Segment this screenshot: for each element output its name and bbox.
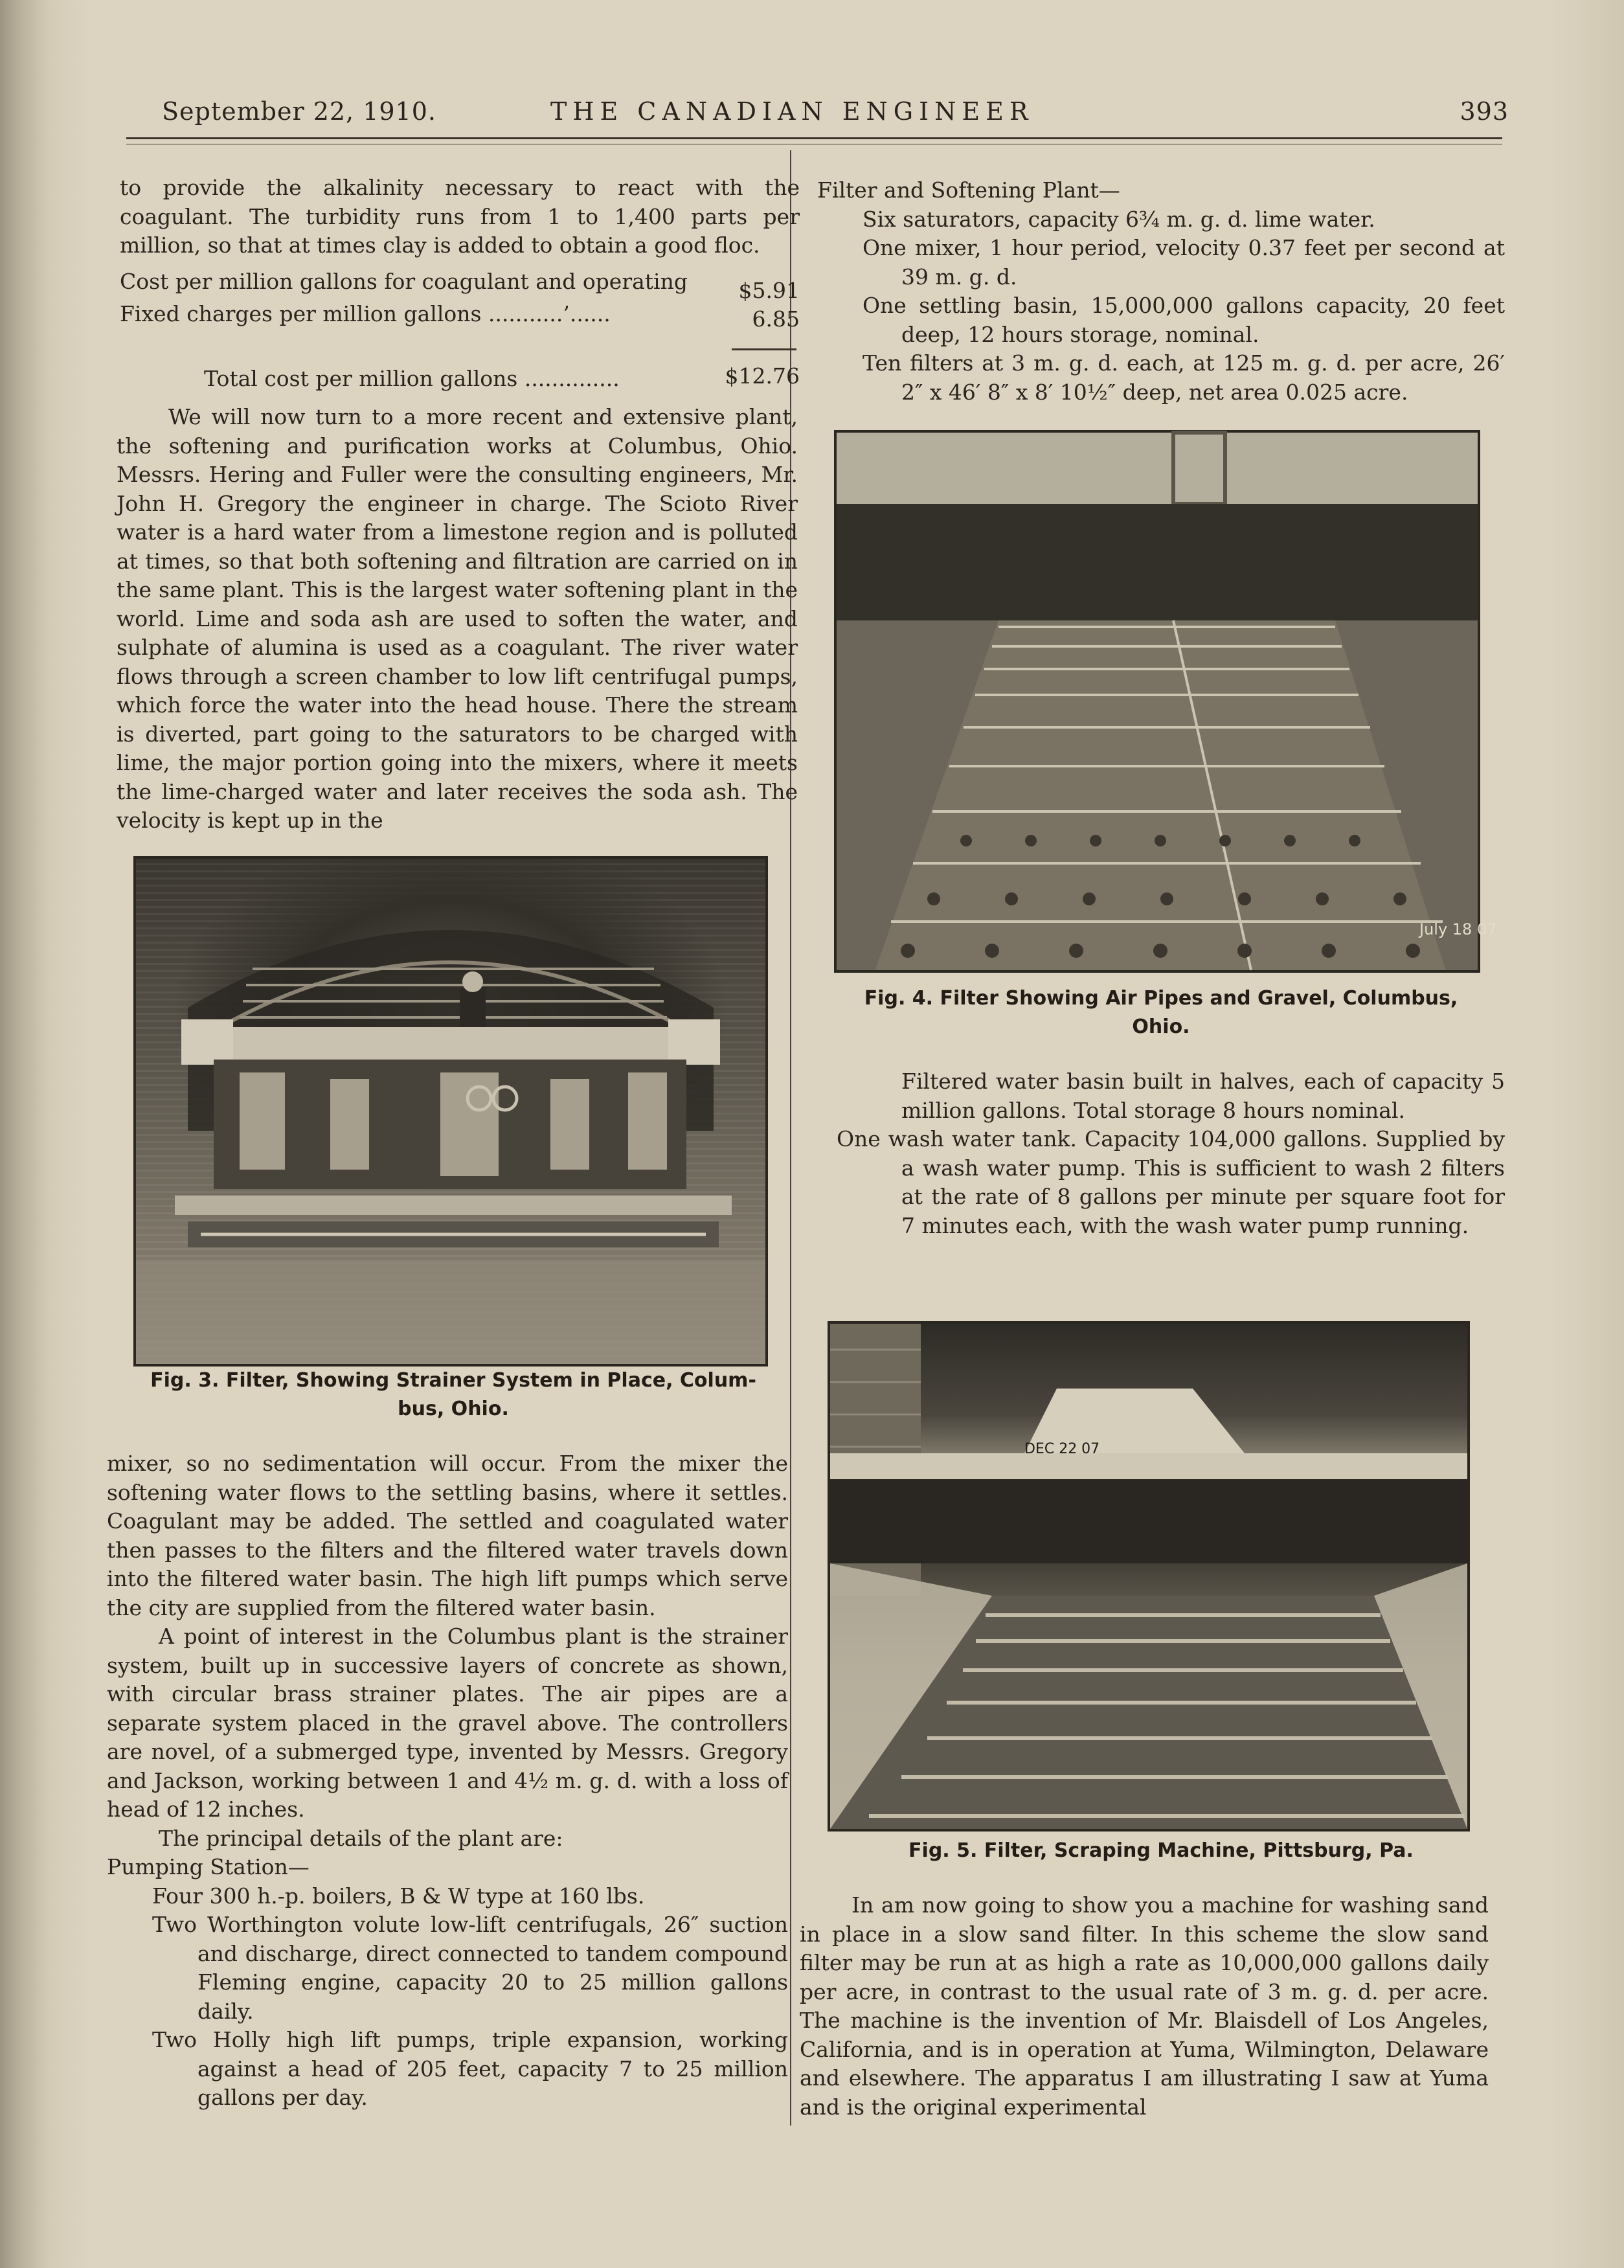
intro-paragraph: to provide the alkalinity necessary to react with the coagulant. The turbidity runs from 1 to 1,400 parts per million, so that at times clay is added to obtain a good floc. [120,175,800,258]
mixer-paragraph: mixer, so no sedimentation will occur. From the mixer the softening water flows to the settling basins, where it settles. Coagulant may be added. The settled and coagulated water then passes to the filters and the filtered water travels down into the filtered water basin. The high lift pumps which serve the city are supplied from the filtered water basin. [107,1451,788,1620]
fig5-stamp: DEC 22 07 [1024,1441,1100,1457]
pumping-heading: Pumping Station— [107,1854,310,1879]
cost-table [120,269,800,398]
filter-item: One settling basin, 15,000,000 gallons capacity, 20 feet deep, 12 hours storage, nominal. [863,293,1505,347]
header-rule [126,137,1502,139]
fig5-caption [817,1837,1505,1865]
left-body-1 [117,403,798,835]
sum-rule [732,348,796,350]
fig4-illustration [837,433,1497,970]
washing-machine-paragraph: In am now going to show you a machine for washing sand in place in a slow sand filter. In this scheme the slow sand filter may be run at as high a rate as 10,000,000 gallons daily per acre, in contrast to the usual rate of 3 m. g. d. per acre. The machine is the invention of Mr. Blaisdell of Los Angeles, California, and is in operation at Yuma, Wilmington, Delaware and elsewhere. The apparatus I am illustrating I saw at Yuma and is the original experimental [800,1892,1489,2120]
cost-row-value: 6.85 [752,306,800,332]
right-intro-block [817,176,1505,407]
filter-item: Ten filters at 3 m. g. d. each, at 125 m. g. d. per acre, 26′ 2″ x 46′ 8″ x 8′ 10½″ deep, net area 0.025 acre. [863,350,1505,405]
fig3-photo [133,856,768,1366]
total-cost-label: Total cost per million gallons .............. [204,366,620,391]
journal-title: THE CANADIAN ENGINEER [550,97,1034,126]
pumping-item: Two Holly high lift pumps, triple expansion, working against a head of 205 feet, capacity 7 to 25 million gallons per day. [152,2027,788,2110]
fig3-caption [107,1366,800,1423]
total-cost-value: $12.76 [725,363,800,389]
running-header [162,97,1509,133]
fig3-illustration [136,859,765,1364]
cost-row-label: Fixed charges per million gallons ...........’...... [120,301,611,326]
pumping-item: Two Worthington volute low-lift centrifugals, 26″ suction and discharge, direct connected to tandem compound Fleming engine, capacity 20 to 25 million gallons daily. [152,1912,788,2024]
fig4-stamp: July 18 07 [1419,920,1497,938]
fig5-photo [828,1321,1470,1831]
fig3-caption-line1: Fig. 3. Filter, Showing Strainer System in Place, Colum- [150,1369,756,1392]
columbus-paragraph: We will now turn to a more recent and extensive plant, the softening and purification works at Columbus, Ohio. Messrs. Hering and Fuller were the consulting engineers, Mr. John H. Gregory the engineer in charge. The Scioto River water is a hard water from a limestone region and is polluted at times, so that both softening and filtration are carried on in the same plant. This is the largest water softening plant in the world. Lime and soda ash are used to soften the water, and sulphate of alumina is used as a coagulant. The river water flows through a screen chamber to low lift centrifugal pumps, which force the water into the head house. There the stream is diverted, part going to the saturators to be charged with lime, the major portion going into the mixers, where it meets the lime-charged water and later receives the soda ash. The velocity is kept up in the [117,404,798,833]
fig4-caption [817,984,1505,1041]
fig5-caption-line: Fig. 5. Filter, Scraping Machine, Pittsburg, Pa. [908,1839,1414,1862]
fig5-illustration [830,1324,1467,1829]
left-body-2 [107,1449,788,2113]
right-body-1 [837,1067,1505,1240]
principal-details-intro: The principal details of the plant are: [159,1825,563,1851]
cost-row-value: $5.91 [738,278,800,303]
pumping-item: Four 300 h.-p. boilers, B & W type at 160 lbs. [152,1883,645,1909]
cost-row-label: Cost per million gallons for coagulant and operating [120,269,688,294]
fig4-caption-line2: Ohio. [1132,1015,1190,1038]
right-body-2 [800,1891,1489,2122]
filter-heading: Filter and Softening Plant— [817,177,1120,203]
filter-item: One mixer, 1 hour period, velocity 0.37 feet per second at 39 m. g. d. [863,235,1505,289]
left-intro-block [120,174,800,260]
filter-item: Six saturators, capacity 6¾ m. g. d. lime water. [863,206,1375,232]
fig4-caption-line1: Fig. 4. Filter Showing Air Pipes and Gravel, Columbus, [864,987,1458,1010]
page-number: 393 [1460,97,1509,126]
basin-paragraph: Filtered water basin built in halves, each of capacity 5 million gallons. Total storage 8 hours nominal. [901,1069,1505,1123]
wash-tank-paragraph: One wash water tank. Capacity 104,000 gallons. Supplied by a wash water pump. This is sufficient to wash 2 filters at the rate of 8 gallons per minute per square foot for 7 minutes each, with the wash water pump running. [837,1126,1505,1238]
strainer-paragraph: A point of interest in the Columbus plant is the strainer system, built up in successive layers of concrete as shown, with circular brass strainer plates. The air pipes are a separate system placed in the gravel above. The controllers are novel, of a submerged type, invented by Messrs. Gregory and Jackson, working between 1 and 4½ m. g. d. with a loss of head of 12 inches. [107,1624,788,1822]
fig3-caption-line2: bus, Ohio. [398,1398,509,1420]
issue-date: September 22, 1910. [162,97,436,126]
fig4-photo [834,430,1497,973]
